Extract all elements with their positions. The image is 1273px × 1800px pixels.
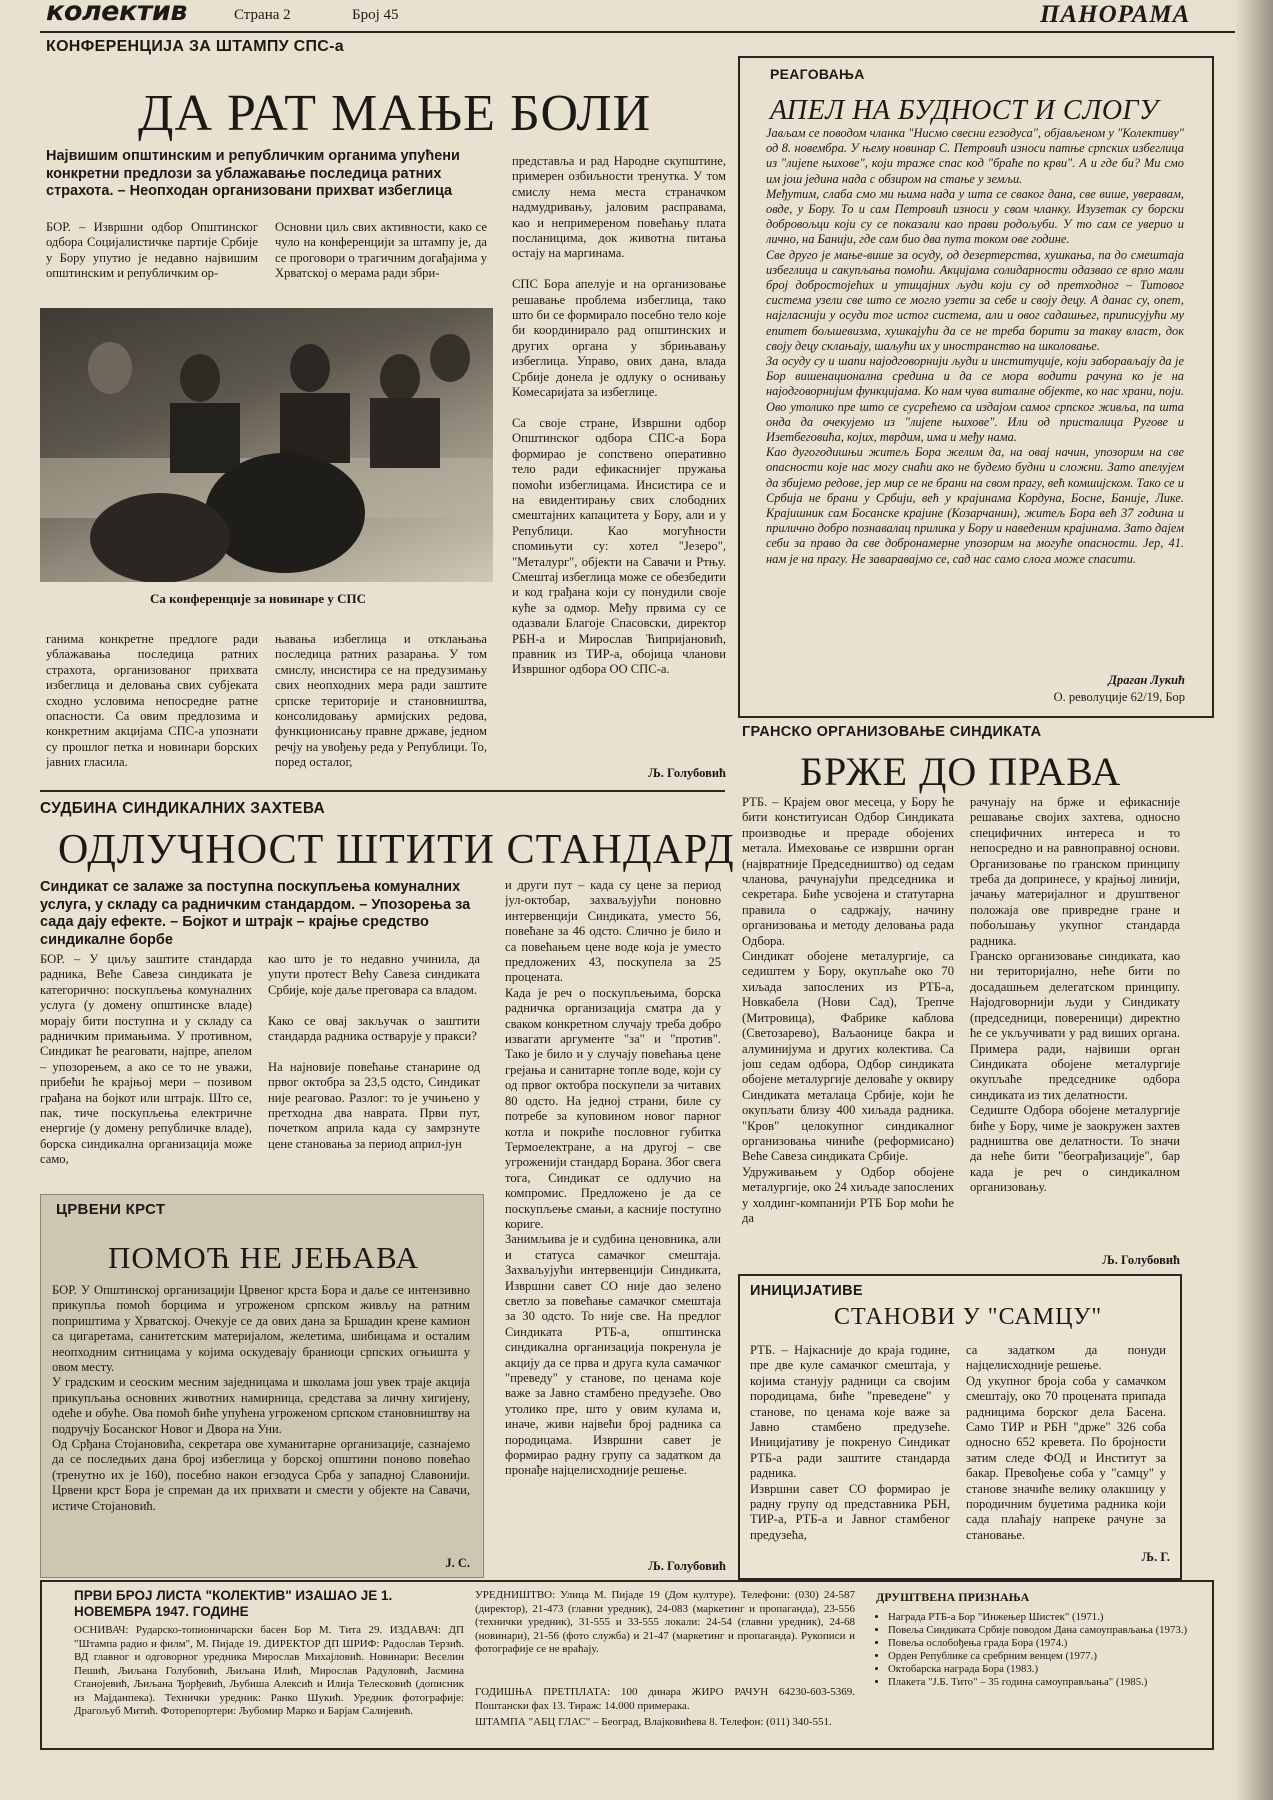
award-item: • Повеља Синдиката Србије поводом Дана самоуправљања (1973.) bbox=[888, 1624, 1202, 1637]
page-number: Страна 2 bbox=[234, 7, 291, 23]
article-column: рачунају на брже и ефикасније решавање својих захтева, односно специфичних интереса и то непосредно и на равноправној основи. Организовање по гранском принципу треба да допринесе, у крајњој линији, јачању материјалног и друштвеног положаја ове привредне гране и побољшању укупног стандарда радника. Гранско организовање синдиката, као ни територијално, неће бити по досадашњем делегатском принципу. Најодговорнији људи у Синдикату (председници, повереници) директно ће се укључивати у рад виших органа. Примера ради, највиши орган Синдиката обојене металургије окупљаће председнике одбора синдиката из тих делатности. Седиште Одбора обојене металургије биће у Бору, чиме је заокружен захтев радништва ове делатности. То значи да неће бити "београђизације", бар када је реч о синдикалном организовању. bbox=[970, 795, 1180, 1195]
article-column: БОР. – Извршни одбор Општинског одбора Социјалистичке партије Србије у Бору упутио је недавно највишим општинским и републичким ор- bbox=[46, 220, 258, 281]
article-signature: Љ. Голубовић bbox=[648, 1559, 726, 1573]
article-headline: ОДЛУЧНОСТ ШТИТИ СТАНДАРД bbox=[58, 827, 735, 873]
article-column: РТБ. – Најкасније до краја године, пре две куле самачког смештаја, у којима станују радници са својим породицама, биће "преведене" у станове, по ценама које важе за Јавно стамбено предузеће. Иницијативу је покренуо Синдикат РТБ-а ради заштите стандарда радника. Извршни савет СО формирао је радну групу од представника РБН, ТИР-а, РТБ-а и Јавног стамбеног предузећа, bbox=[750, 1343, 950, 1542]
article-column: БОР. – У циљу заштите стандарда радника, Веће Савеза синдиката је категорично: поскупљења комуналних услуга (у домену општинске владе) морају бити поступна и у складу са радничким примањима. У противном, Синдикат ће реаговати, најпре, апелом – упозорењем, а ако се то не уважи, прибећи ће крајњој мери – позивом грађана на бојкот или штрајк. Што се, пак, тиче поскупљења електричне енергије (у домену републичке владе), борска синдикална организација може само, bbox=[40, 952, 252, 1167]
issue-number: Број 45 bbox=[352, 7, 399, 23]
article-body: БОР. У Општинској организацији Црвеног крста Бора и даље се интензивно прикупља помоћ борцима и угроженом српском живљу на ратним поприштима у Хрватској. Очекује се да ових дана за Бршадин крене камион са цигаретама, санитетским материјалом, желетима, шибицама и осталим неопходним ситницама у којима оскудевају браниоци српских огњишта у овом месту. У градским и сеоским месним заједницама и школама још увек траје акција прикупљања основних животних намирница, средстава за личну хигијену, одеће и обуће. Ова помоћ биће упућена угроженом српском становништву на подручју Босанског Новог и Двора на Уни. Од Срђана Стојановића, секретара ове хуманитарне организације, сазнајемо да се последњих дана број избеглица у борској општини поново повећао (тренутно их је 160), посебно након егзодуса Срба у западној Славонији. Црвени крст Бора је спреман да их прихвати и смести у објекте на Савачи, истиче Стојановић. bbox=[52, 1283, 470, 1513]
section-name: ПАНОРАМА bbox=[1040, 1, 1191, 28]
masthead-logo: колектив bbox=[46, 0, 187, 27]
article-column: представља и рад Народне скупштине, примерен озбиљности тренутка. У том смислу нема места страначком надмудривању, јаловим расправама, као и непримереном повећању плата посланицима, док животна питања остају на маргинама. СПС Бора апелује и на организовање решавање проблема избеглица, тако што би се формирало посебно тело које би координирало рад општинских и других органа у збрињавању избеглица. Управо, ових дана, влада Србије донела је одлуку о оснивању Комесаријата за избеглице. Са своје стране, Извршни одбор Општинског одбора СПС-а Бора формирао је сопствено оперативно тело ради ефикаснијег пружања помоћи избеглицама. Инсистира се и на евидентирању свих слободних смештајних капацитета у Бору, али и у Републици. Као могућности спомињути су: хотел "Језеро", "Металург", објекти на Савачи и Ртњу. Смештај избеглица може се обезбедити и код грађана који су понудили своје куће за одмор. Међу првима су се одазвали Благоје Спасовски, директор РБН-а и Мирослав Ћипријановић, правник из ТИР-а, обојица чланови Извршног одбора ОО СПС-а. bbox=[512, 154, 726, 677]
letter-body: Јављам се поводом чланка "Нисмо свесни егзодуса", објављеном у "Колективу" од 8. новембра. У њему новинар С. Петровић износи патње српских избеглица из "лијепе њихове", који траже спас код "браће по крви". А и где би? Ми смо им још једина нада с обзиром на стање у земљи. Међутим, слаба смо ми њима нада у шта се сваког дана, све више, уверавам, овде, у Бору. То и сам Петровић износи у свом чланку. Изузетак су борски добровољци који су се показали као прави родољуби. У то сам се уверио и лично, на Банији, где сам био два пута током ове године. Све друго је мање-више за осуду, од дезертерства, хушкања, па до смештаја избеглица и сакупљања помоћи. Акцијама солидарности одазвао се врло мали број добростојећих и утицајних људи који су од претходног – Титовог система узели све што се могло узети за себе и своју децу. А данас су, опет, најгласнији у осуди тог истог система, али и овог садашњег, приписујући му епитет бољшевизма, хушкајући да се не треба борити за такву власт, док своју децу склањају, шаљући их у иностранство на школовање. За осуду су и шапи најодговорнији људи и институције, који заборављају да је Бор вишенационална средина и да се мора водити рачуна ко је на најодговорнијим функцијама. Ко нам чува виталне објекте, ко нас храни, поји. Ово утолико пре што се сусрећемо са издајом самог српског живља, па шта онда да очекујемо из "лијепе њихове". Или од присталица Ругове и Изетбеговића, којих, тврдим, има и међу нама. Као дугогодишњи житељ Бора желим да, на овај начин, упозорим на све опасности које нас могу снаћи ако не будемо будни и сложни. Зато апелујем да збијемо редове, јер мир се не брани на свом прагу, већ комшијском. Тако се и Србија не брани у Србији, већ у крајинама Кордуна, Босне, Баније, Лике. Крајишник сам Босанске крајине (Козарчанин), житељ Бора већ 37 година и прилично добро познавалац прилика у Бору и наведеним крајинама. Зато дајем себи за право да све добронамерне упозорим на могуће опасности. Јер, 41. нам је на прагу. Не заваравајмо се, сад нас само слога може спасити. bbox=[766, 126, 1184, 566]
article-kicker: СУДБИНА СИНДИКАЛНИХ ЗАХТЕВА bbox=[40, 800, 326, 817]
impressum-founder: ОСНИВАЧ: Рударско-топионичарски басен Бор М. Тита 29. ИЗДАВАЧ: ДП "Штампа радио и филм", М. Пијаде 19. ДИРЕКТОР ДП ШРИФ: Радослав Терзић. ВД главног и одговорног уредника Мирослав Михајловић. Новинари: Веселин Пешић, Љиљана Голубовић, Љиљана Илић, Мирослав Радуловић, Јасмина Станојевић, Љиљана Ђорђевић, Љубиша Алексић и Илија Телесковић (дописник из Мајданпека). Технички уредник: Ранко Шукић. Уредник фотографије: Драгољуб Митић. Фоторепортери: Љубомир Марко и Барјам Салијевић. bbox=[74, 1624, 464, 1717]
page-binding-shadow bbox=[1236, 0, 1273, 1800]
letter-address: О. револуције 62/19, Бор bbox=[1053, 690, 1185, 704]
article-kicker: КОНФЕРЕНЦИЈА ЗА ШТАМПУ СПС-а bbox=[46, 38, 344, 55]
awards-title: ДРУШТВЕНА ПРИЗНАЊА bbox=[876, 1590, 1030, 1604]
award-item: • Октобарска награда Бора (1983.) bbox=[888, 1663, 1202, 1676]
article-lead: Синдикат се залаже за поступна поскупљења комуналних услуга, у складу са радничким стандардом. – Упозорења за сада дају ефекте. – Бојкот и штрајк – крајње средство синдикалне борбе bbox=[40, 879, 471, 948]
impressum-subscription: ГОДИШЊА ПРЕТПЛАТА: 100 динара ЖИРО РАЧУН 64230-603-5369. Поштански фах 13. Тираж: 14.000 примерака. bbox=[475, 1686, 855, 1712]
article-signature: Љ. Голубовић bbox=[1102, 1253, 1180, 1267]
article-column: као што је то недавно учинила, да упути протест Већу Савеза синдиката Србије, које даље преговара са владом. Како се овај закључак о заштити стандарда радника остварује у пракси? На најновије повећање станарине од првог октобра за 23,5 одсто, Синдикат није реаговао. Разлог: то је учињено у претходна два навратa. Први пут, почетком априла када су замрзнуте цене становања за период април-јун bbox=[268, 952, 480, 1151]
article-signature: Љ. Г. bbox=[1141, 1550, 1170, 1564]
masthead-divider bbox=[40, 31, 1235, 33]
award-item: • Награда РТБ-а Бор "Инжењер Шистек" (1971.) bbox=[888, 1611, 1202, 1624]
article-signature: Ј. С. bbox=[445, 1556, 470, 1570]
article-lead: Највишим општинским и републичким органима упућени конкретни предлози за ублажавање последица ратних страхота. – Неопходан организовани прихват избеглица bbox=[46, 148, 460, 199]
masthead bbox=[0, 0, 1273, 34]
photo-caption: Са конференције за новинаре у СПС bbox=[150, 591, 367, 606]
award-item: • Плакета "Ј.Б. Тито" – 35 година самоуправљања" (1985.) bbox=[888, 1676, 1202, 1689]
article-column: ганима конкретне предлоге ради ублажавања последица ратних страхота, организованог прихвата избеглица и деловања свих субјеката сходно условима непосредне ратне опасности. Са овим предлозима и конкретним акцијама СПС-а упознати су прошлог петка и новинари борских јавних гласила. bbox=[46, 632, 258, 770]
article-kicker: РЕАГОВАЊА bbox=[770, 66, 865, 82]
article-headline: ПОМОЋ НЕ ЈЕЊАВА bbox=[108, 1240, 420, 1275]
awards-panel bbox=[872, 1590, 1202, 1689]
photo-figures bbox=[40, 308, 493, 582]
award-item: • Повеља ослобођења града Бора (1974.) bbox=[888, 1637, 1202, 1650]
article-headline: ДА РАТ МАЊЕ БОЛИ bbox=[138, 85, 652, 142]
article-column: и други пут – када су цене за период јул-октобар, захваљујући поновно интервенцији Синдиката, уместо 56, повећане за 46 одсто. Слично је било и са повећањем цене воде која је уместо предложених 43, поскупела за 25 процената. Када је реч о поскупљењима, борска радничка организација сматра да у сваком конкретном случају треба добро извагати аргументе "за" и "против". Тако је било и у случају повећања цене грејања и санитарне топле воде, који су од првог октобра поскупели за читавих 80 одсто. На једној страни, биле су потребе за куповином новог парног котла и покриће пословног губитка Термоелектране, а на другој – све угроженији стандард Борана. Због свега тога, Синдикат се одлучио на компромис. Предложено је да се поскупљење смањи, а касније поступно кориге. Занимљива је и судбина ценовника, али и статуса самачког смештаја. Захваљујући интервенцији Синдиката, Извршни савет СО није дао зелено светло за повећање самачког смештаја за 30 одсто. То није све. На предлог Синдиката РТБ-а, општинска синдикална организација покренула је акцију да се прва и друга кула самачког "преведу" у станове, по ценама које важе за Јавно стамбено предузеће. Ово утолико пре, што у овим кулама и, иначе, живи највећи број радника са породицама. Извршни савет је формирао радну групу са задатком да пронађе најцелисходније решење. bbox=[505, 878, 721, 1478]
article-column: РТБ. – Крајем овог месеца, у Бору ће бити конституисан Одбор Синдиката производње и прераде обојених метала. Имеховање се извршни орган (највратније Председништво) од седам чланова, рачунајући председника и секретара. Биће усвојена и статутарна правила о садржају, начину организовања и методу деловања рада Одбора. Синдикат обојене металургије, са седиштем у Бору, окупљаће око 70 хиљада запослених из РТБ-а, Новкабела (Нови Сад), Трепче (Митровица), Фабрике каблова (Светозарево), Ваљаонице бакра и алуминијума и других колектива. Са још седам одбора, Одбор синдиката обојене металургије деловаће у оквиру Синдиката металаца Србије, који ће окупљати близу 400 хиљада радника. "Кров" целокупног синдикалног организовања чиниће (реформисано) Веће Савеза синдиката Србије. Удруживањем у Одбор обојене металургије, око 24 хиљаде запослених у холдинг-компанији РТБ Бор моћи ће да bbox=[742, 795, 954, 1225]
impressum-print: ШТАМПА "АБЦ ГЛАС" – Београд, Влајковићева 8. Телефон: (011) 340-551. bbox=[475, 1716, 832, 1728]
award-item: • Орден Републике са сребрним венцем (1977.) bbox=[888, 1650, 1202, 1663]
article-signature: Љ. Голубовић bbox=[648, 766, 726, 780]
article-column: са задатком да понуди најцелисходније решење. Од укупног броја соба у самачком смештају, око 70 процената припада радницима борског дела Басена. Само ТИР и РБН "држе" 326 соба односно 652 кревета. По бројности затим следе ФОД и Институт за бакар. Превођење соба у "самцу" у станове значиће велику олакшицу у породичним буџетима радника који сада плаћају напреке рачуне за становање. bbox=[966, 1343, 1166, 1542]
article-headline: АПЕЛ НА БУДНОСТ И СЛОГУ bbox=[770, 95, 1159, 126]
article-kicker: ГРАНСКО ОРГАНИЗОВАЊЕ СИНДИКАТА bbox=[742, 724, 1042, 740]
article-column: њавања избеглица и отклањања последица ратних разарања. У том смислу, инсистира се на предузимању свих неопходних мера ради заштите српске територије и становништва, консолидовању армијских редова, функционисању правне државе, једном речју на увођењу реда у Републици. То, поред осталог, bbox=[275, 632, 487, 770]
letter-author: Драган Лукић bbox=[1108, 673, 1185, 687]
article-headline: БРЖЕ ДО ПРАВА bbox=[800, 749, 1122, 794]
press-conference-photo bbox=[40, 308, 493, 582]
impressum-editorial: УРЕДНИШТВО: Улица М. Пијаде 19 (Дом културе). Телефони: (030) 24-587 (директор), 21-473 (главни уредник), 24-083 (маркетинг и пропаганда), 23-556 (технички уредник), 31-555 и 33-555 локали: 24-54 (главни уредник), 24-68 (новинари), 21-56 (фото служба) и 21-47 (маркетинг и пропаганда). Рукописи и фотографије се не враћају. bbox=[475, 1589, 855, 1655]
section-divider bbox=[40, 790, 725, 792]
article-kicker: ЦРВЕНИ КРСТ bbox=[56, 1201, 166, 1218]
article-kicker: ИНИЦИЈАТИВЕ bbox=[750, 1283, 863, 1299]
article-column: Основни циљ свих активности, како се чуло на конференцији за штампу је, да се проговори о трагичним догађајима у Хрватској о мерама ради збри- bbox=[275, 220, 487, 281]
first-issue-note: ПРВИ БРОЈ ЛИСТА "КОЛЕКТИВ" ИЗАШАО ЈЕ 1. НОВЕМБРА 1947. ГОДИНЕ bbox=[74, 1588, 393, 1619]
article-headline: СТАНОВИ У "САМЦУ" bbox=[834, 1304, 1103, 1330]
